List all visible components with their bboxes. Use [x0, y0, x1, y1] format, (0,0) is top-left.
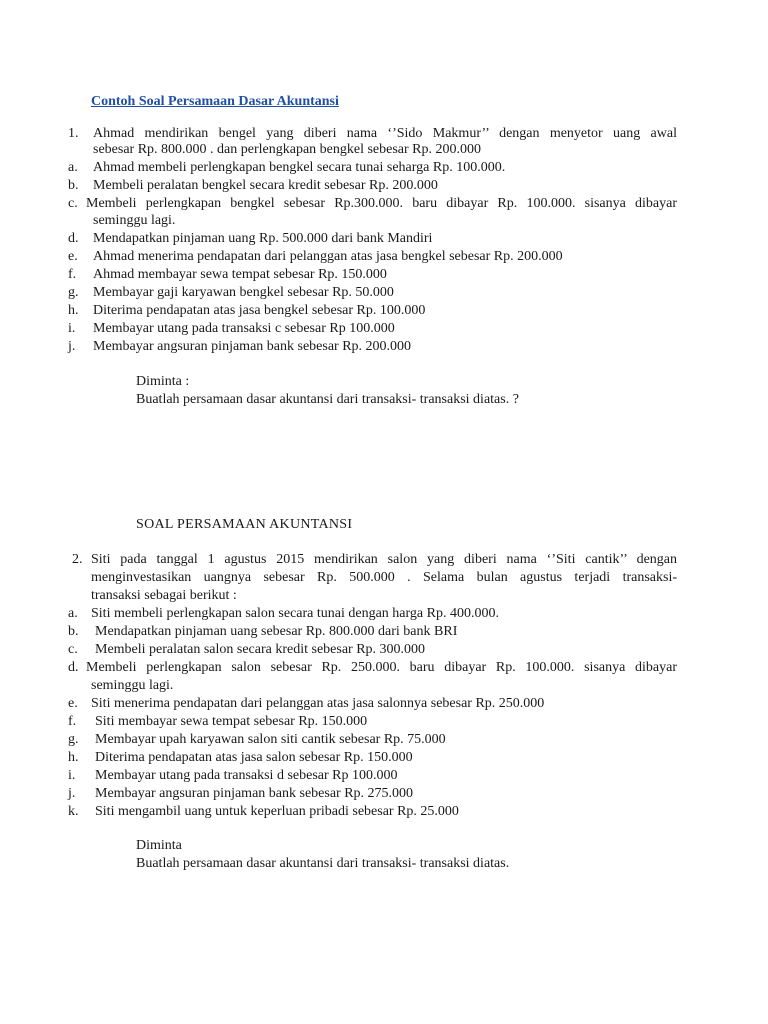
q2-item-e-marker: e.	[68, 696, 78, 711]
q2-item-c-marker: c.	[68, 642, 78, 657]
q2-item-h: Diterima pendapatan atas jasa salon sebesar Rp. 150.000	[95, 750, 413, 765]
q1-item-a: Ahmad membeli perlengkapan bengkel secara tunai seharga Rp. 100.000.	[93, 160, 506, 175]
q1-item-i-marker: i.	[68, 321, 76, 336]
q2-item-a: Siti membeli perlengkapan salon secara tunai dengan harga Rp. 400.000.	[91, 606, 499, 621]
q1-item-d-marker: d.	[68, 231, 79, 246]
document-title: Contoh Soal Persamaan Dasar Akuntansi	[91, 94, 339, 109]
q2-diminta-text: Buatlah persamaan dasar akuntansi dari transaksi- transaksi diatas.	[136, 856, 510, 871]
q1-number: 1.	[68, 126, 79, 141]
q1-item-b-marker: b.	[68, 178, 79, 193]
q1-item-h: Diterima pendapatan atas jasa bengkel sebesar Rp. 100.000	[93, 303, 426, 318]
q2-item-b-marker: b.	[68, 624, 79, 639]
q2-item-j-marker: j.	[68, 786, 76, 801]
q2-item-g-marker: g.	[68, 732, 79, 747]
q2-item-h-marker: h.	[68, 750, 79, 765]
q1-item-c: Membeli perlengkapan bengkel sebesar Rp.300.000. baru dibayar Rp. 100.000. sisanya dibayar	[86, 196, 677, 211]
q1-diminta-text: Buatlah persamaan dasar akuntansi dari transaksi- transaksi diatas. ?	[136, 392, 519, 407]
q2-item-i: Membayar utang pada transaksi d sebesar Rp 100.000	[95, 768, 398, 783]
q2-item-i-marker: i.	[68, 768, 76, 783]
q1-item-j: Membayar angsuran pinjaman bank sebesar Rp. 200.000	[93, 339, 412, 354]
q2-item-k-marker: k.	[68, 804, 79, 819]
q2-item-j: Membayar angsuran pinjaman bank sebesar Rp. 275.000	[95, 786, 414, 801]
q1-item-c-marker: c.	[68, 196, 78, 211]
q2-item-d-cont: seminggu lagi.	[91, 678, 174, 693]
q1-item-j-marker: j.	[68, 339, 76, 354]
q1-item-b: Membeli peralatan bengkel secara kredit sebesar Rp. 200.000	[93, 178, 438, 193]
q1-intro-line2: sebesar Rp. 800.000 . dan perlengkapan bengkel sebesar Rp. 200.000	[93, 142, 482, 157]
q2-number: 2.	[72, 552, 83, 567]
q2-item-e: Siti menerima pendapatan dari pelanggan atas jasa salonnya sebesar Rp. 250.000	[91, 696, 545, 711]
q1-intro-line1: Ahmad mendirikan bengel yang diberi nama ‘’Sido Makmur’’ dengan menyetor uang awal	[93, 126, 677, 141]
q1-item-c-cont: seminggu lagi.	[93, 213, 176, 228]
q2-intro-line3: transaksi sebagai berikut :	[91, 588, 237, 603]
q2-item-f-marker: f.	[68, 714, 77, 729]
q1-item-e: Ahmad menerima pendapatan dari pelanggan atas jasa bengkel sebesar Rp. 200.000	[93, 249, 563, 264]
q1-item-i: Membayar utang pada transaksi c sebesar Rp 100.000	[93, 321, 395, 336]
q2-item-d-marker: d.	[68, 660, 79, 675]
section-heading: SOAL PERSAMAAN AKUNTANSI	[136, 517, 353, 532]
q1-item-f-marker: f.	[68, 267, 77, 282]
q2-diminta-label: Diminta	[136, 838, 182, 853]
q2-item-g: Membayar upah karyawan salon siti cantik sebesar Rp. 75.000	[95, 732, 446, 747]
q1-item-g-marker: g.	[68, 285, 79, 300]
q1-item-g: Membayar gaji karyawan bengkel sebesar Rp. 50.000	[93, 285, 394, 300]
q1-item-e-marker: e.	[68, 249, 78, 264]
q2-intro-line1: Siti pada tanggal 1 agustus 2015 mendirikan salon yang diberi nama ‘’Siti cantik’’ dengan	[91, 552, 677, 567]
q2-item-c: Membeli peralatan salon secara kredit sebesar Rp. 300.000	[95, 642, 426, 657]
q2-item-f: Siti membayar sewa tempat sebesar Rp. 150.000	[95, 714, 368, 729]
q1-item-a-marker: a.	[68, 160, 78, 175]
q2-intro-line2: menginvestasikan uangnya sebesar Rp. 500.000 . Selama bulan agustus terjadi transaksi-	[91, 570, 677, 585]
q2-item-a-marker: a.	[68, 606, 78, 621]
q1-item-f: Ahmad membayar sewa tempat sebesar Rp. 150.000	[93, 267, 387, 282]
q2-item-k: Siti mengambil uang untuk keperluan pribadi sebesar Rp. 25.000	[95, 804, 459, 819]
q1-item-h-marker: h.	[68, 303, 79, 318]
q1-diminta-label: Diminta :	[136, 374, 190, 389]
q2-item-b: Mendapatkan pinjaman uang sebesar Rp. 800.000 dari bank BRI	[95, 624, 458, 639]
q1-item-d: Mendapatkan pinjaman uang Rp. 500.000 dari bank Mandiri	[93, 231, 433, 246]
q2-item-d: Membeli perlengkapan salon sebesar Rp. 250.000. baru dibayar Rp. 100.000. sisanya dibayar	[86, 660, 677, 675]
